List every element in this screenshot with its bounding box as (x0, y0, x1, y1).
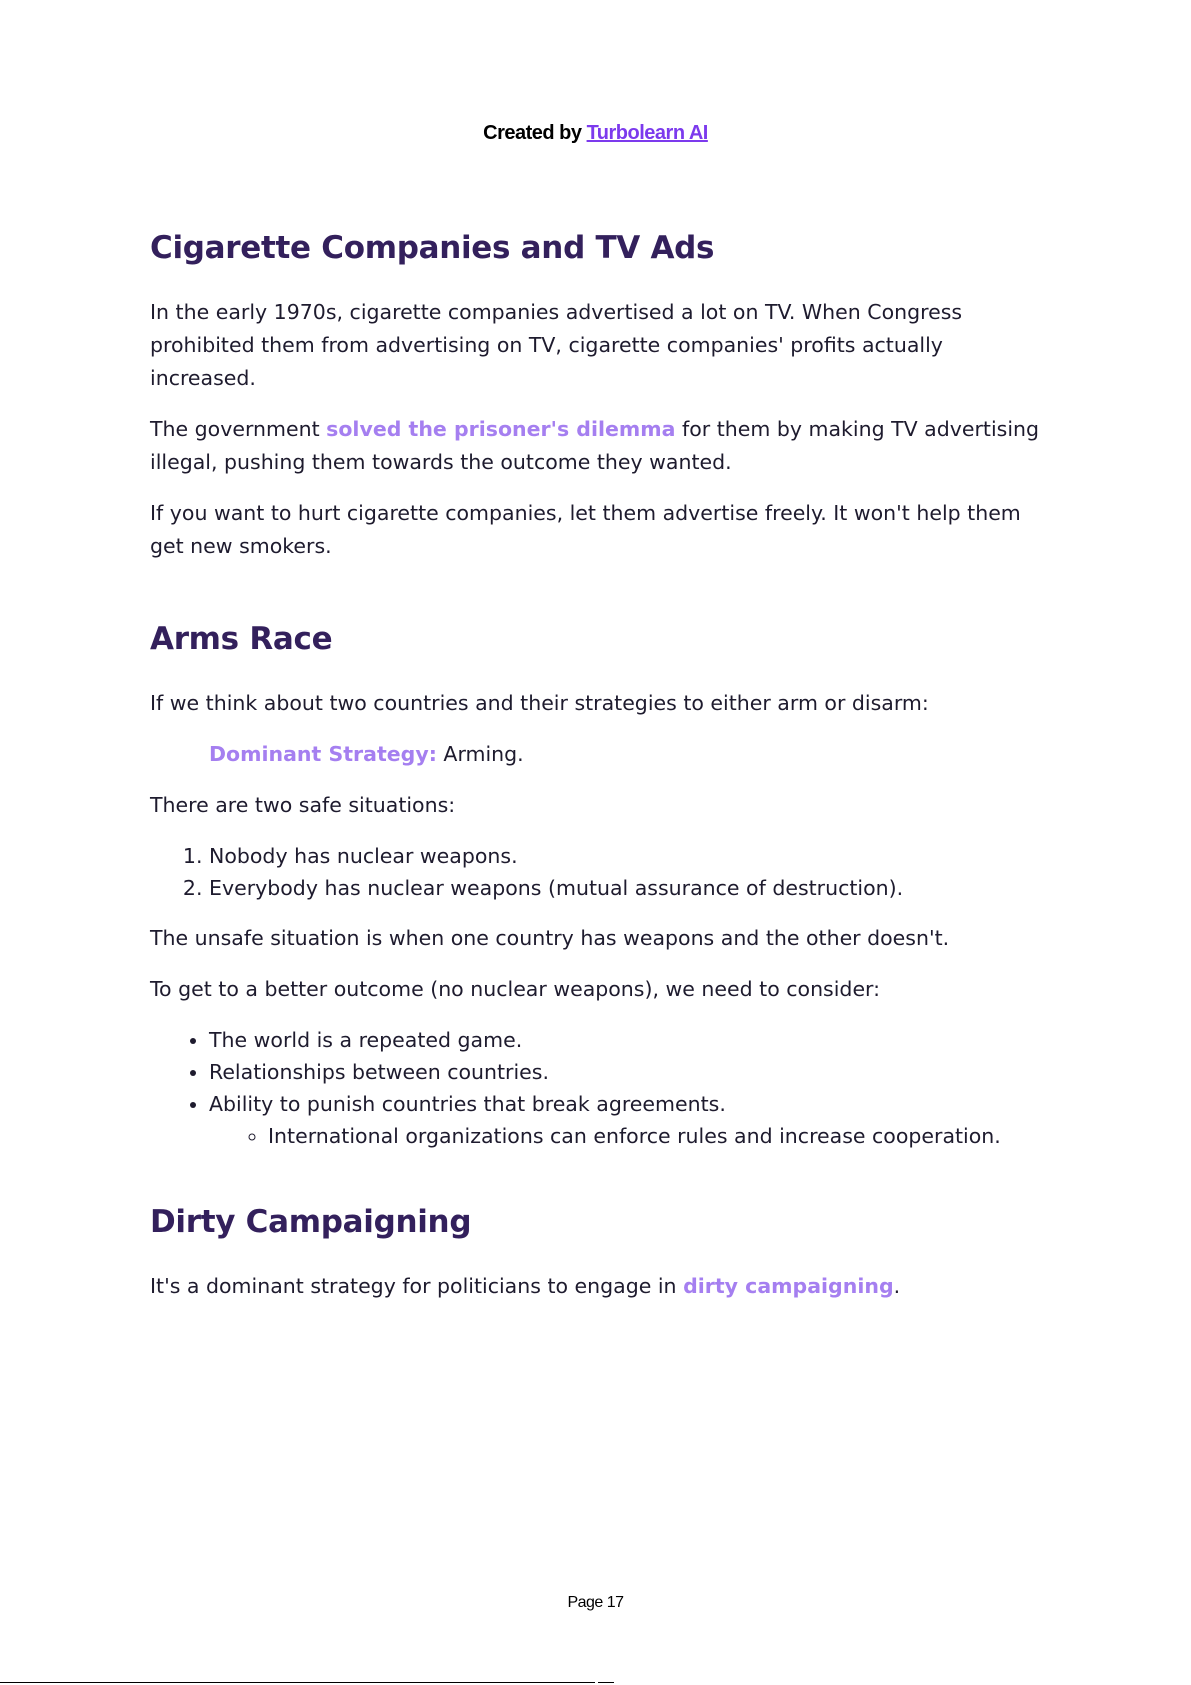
text-run: for them by making TV advertising illegal, pushing them towards the outcome they wanted. (150, 417, 1040, 474)
paragraph: The unsafe situation is when one country has weapons and the other doesn't. (150, 926, 950, 950)
section-title: Dirty Campaigning (150, 1204, 472, 1240)
sub-list (209, 1120, 1050, 1152)
paragraph: In the early 1970s, cigarette companies advertised a lot on TV. When Congress prohibited them from advertising on TV, cigarette companies' profits actually increased. (150, 300, 963, 390)
page-number: Page 17 (567, 1594, 624, 1611)
paragraph: If we think about two countries and their strategies to either arm or disarm: (150, 691, 929, 715)
list-item: • Relationships between countries. (209, 1056, 1050, 1088)
document-content (150, 230, 1050, 1321)
page-header (0, 122, 1191, 145)
text-run: Arming. (436, 742, 524, 766)
section-title: Arms Race (150, 621, 333, 657)
highlight-term: solved the prisoner's dilemma (326, 417, 676, 441)
turbolearn-link[interactable]: Turbolearn AI (586, 122, 708, 144)
list-item: 2. Everybody has nuclear weapons (mutual assurance of destruction). (209, 872, 1050, 904)
section-cigarette-ads (150, 230, 1050, 563)
paragraph (150, 413, 1050, 479)
dominant-strategy-callout (150, 738, 1050, 771)
list-item: • The world is a repeated game. (209, 1024, 1050, 1056)
section-dirty-campaigning (150, 1204, 1050, 1303)
text-run: It's a dominant strategy for politicians to engage in (150, 1274, 684, 1298)
text-run: The government (150, 417, 327, 441)
section-title: Cigarette Companies and TV Ads (150, 230, 715, 266)
safe-situations-list (150, 840, 1050, 904)
paragraph: If you want to hurt cigarette companies, let them advertise freely. It won't help them get new smokers. (150, 501, 1021, 558)
list-item: 1. Nobody has nuclear weapons. (209, 840, 1050, 872)
bottom-divider-segment (598, 1682, 614, 1683)
consider-list (150, 1024, 1050, 1152)
paragraph: To get to a better outcome (no nuclear weapons), we need to consider: (150, 977, 881, 1001)
highlight-term: Dominant Strategy: (209, 742, 437, 766)
text-run: . (893, 1274, 901, 1298)
section-arms-race (150, 621, 1050, 1152)
paragraph: There are two safe situations: (150, 793, 456, 817)
list-item (209, 1088, 1050, 1152)
list-item-text: Ability to punish countries that break agreements. (209, 1092, 726, 1116)
bottom-divider (0, 1682, 595, 1683)
highlight-term: dirty campaigning (683, 1274, 894, 1298)
paragraph (150, 1270, 1050, 1303)
header-prefix: Created by (483, 122, 587, 144)
sub-list-item: ◦ International organizations can enforce rules and increase cooperation. (268, 1120, 1050, 1152)
